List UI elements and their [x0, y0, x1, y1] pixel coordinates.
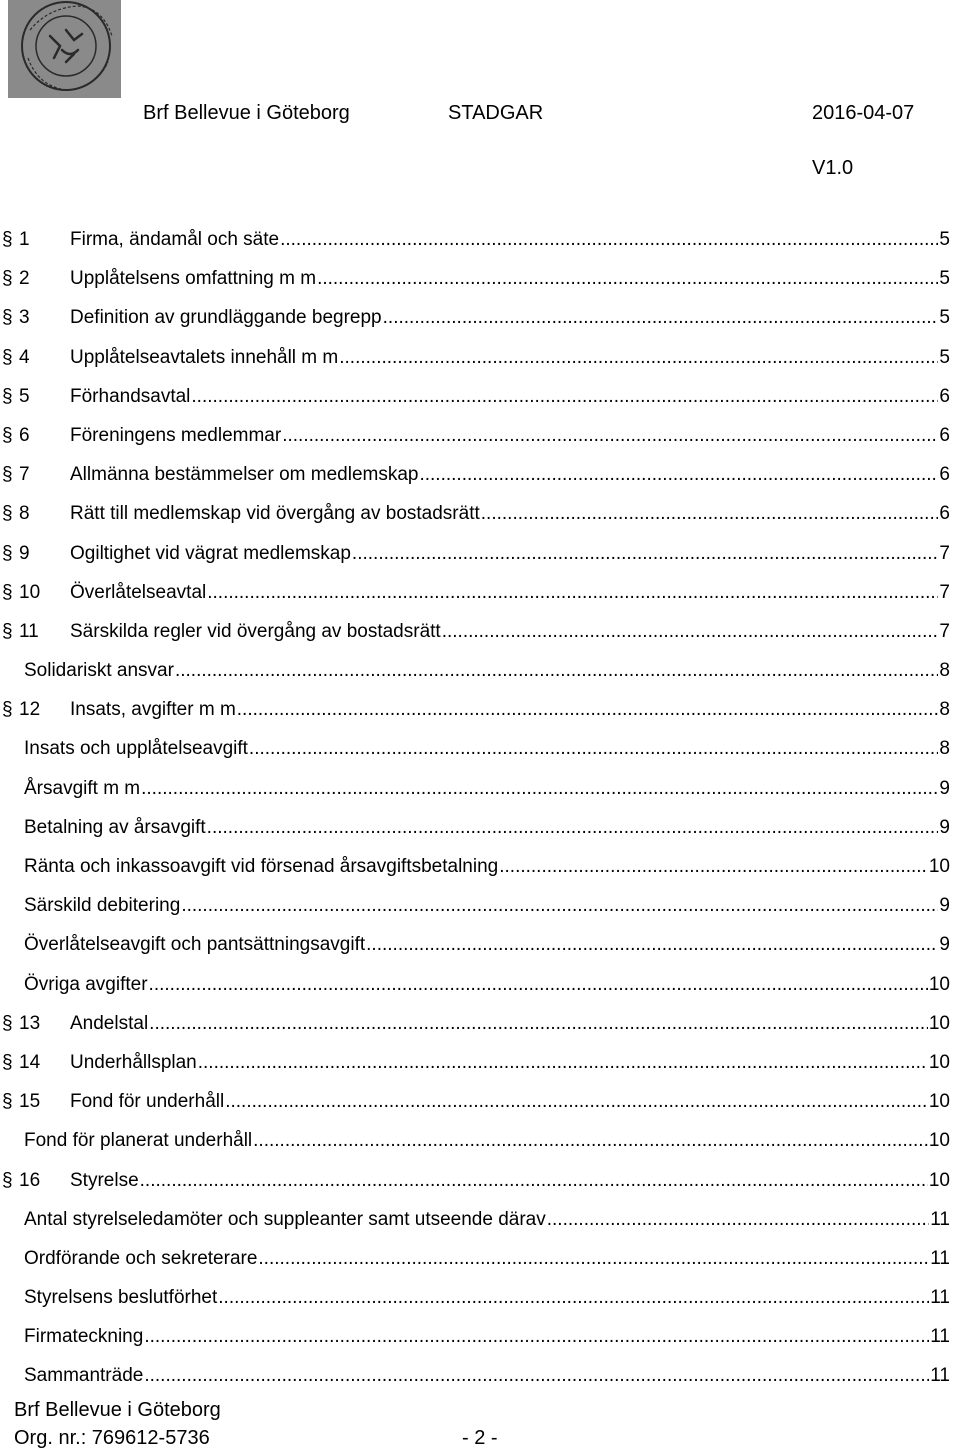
toc-entry[interactable] — [0, 1207, 960, 1246]
toc-section-symbol: § — [2, 424, 13, 446]
toc-entry-number: 15 — [19, 1091, 41, 1113]
toc-entry-line — [24, 1363, 950, 1389]
toc-dot-leader — [352, 541, 939, 567]
toc-entry-page: 6 — [939, 424, 950, 446]
toc-dot-leader — [280, 227, 938, 253]
toc-dot-leader — [547, 1207, 930, 1233]
toc-entry-number: 9 — [19, 542, 30, 564]
toc-dot-leader — [149, 972, 928, 998]
toc-entry-title: Föreningens medlemmar — [70, 424, 282, 446]
footer-org-name: Brf Bellevue i Göteborg — [14, 1399, 221, 1421]
toc-entry-page: 10 — [928, 1012, 950, 1034]
toc-dot-leader — [237, 697, 939, 723]
toc-entry-title: Överlåtelseavgift och pantsättningsavgift — [24, 934, 366, 956]
toc-dot-leader — [499, 854, 928, 880]
toc-entry-page: 9 — [939, 777, 950, 799]
toc-section-symbol: § — [2, 1012, 13, 1034]
toc-section-symbol: § — [2, 699, 13, 721]
toc-section-symbol: § — [2, 1051, 13, 1073]
toc-dot-leader — [198, 1050, 928, 1076]
toc-entry-page: 9 — [939, 816, 950, 838]
toc-entry-number: 3 — [19, 307, 30, 329]
toc-entry-page: 9 — [939, 895, 950, 917]
toc-entry-page: 8 — [939, 699, 950, 721]
toc-entry-page: 11 — [930, 1326, 950, 1348]
toc-section-symbol: § — [2, 620, 13, 642]
toc-entry-line — [24, 658, 950, 684]
toc-dot-leader — [140, 1168, 928, 1194]
toc-entry[interactable] — [0, 227, 960, 266]
toc-dot-leader — [207, 815, 939, 841]
footer-page-number: - 2 - — [462, 1427, 498, 1449]
toc-entry-line — [24, 1324, 950, 1350]
toc-entry-number: 8 — [19, 503, 30, 525]
toc-entry-line — [70, 580, 950, 606]
toc-dot-leader — [218, 1285, 929, 1311]
toc-entry-number: 7 — [19, 464, 30, 486]
toc-section-symbol: § — [2, 307, 13, 329]
toc-dot-leader — [149, 1011, 928, 1037]
toc-entry-line — [70, 462, 950, 488]
toc-entry-title: Styrelsens beslutförhet — [24, 1287, 218, 1309]
toc-dot-leader — [419, 462, 938, 488]
toc-entry-number: 13 — [19, 1012, 41, 1034]
toc-section-symbol: § — [2, 464, 13, 486]
toc-entry-line — [70, 619, 950, 645]
toc-entry-line — [24, 1285, 950, 1311]
toc-section-symbol: § — [2, 581, 13, 603]
toc-section-symbol: § — [2, 542, 13, 564]
toc-entry-page: 5 — [939, 268, 950, 290]
toc-entry-line — [70, 305, 950, 331]
toc-entry-line — [24, 854, 950, 880]
toc-dot-leader — [442, 619, 939, 645]
toc-dot-leader — [181, 893, 938, 919]
toc-entry-line — [70, 697, 950, 723]
toc-dot-leader — [258, 1246, 929, 1272]
toc-entry[interactable] — [0, 1128, 960, 1167]
toc-entry-page: 7 — [939, 581, 950, 603]
toc-dot-leader — [225, 1089, 928, 1115]
toc-entry[interactable] — [0, 893, 960, 932]
toc-section-symbol: § — [2, 268, 13, 290]
toc-entry-line — [70, 1168, 950, 1194]
toc-entry[interactable] — [0, 462, 960, 501]
toc-entry-number: 4 — [19, 346, 30, 368]
toc-section-symbol: § — [2, 1091, 13, 1113]
toc-entry-title: Underhållsplan — [70, 1051, 197, 1073]
toc-entry[interactable] — [0, 1324, 960, 1363]
toc-entry-page: 10 — [928, 1051, 950, 1073]
association-seal-logo — [8, 0, 121, 98]
toc-entry-line — [70, 384, 950, 410]
toc-dot-leader — [144, 1324, 929, 1350]
toc-entry-title: Betalning av årsavgift — [24, 816, 206, 838]
toc-entry[interactable] — [0, 305, 960, 344]
toc-entry-title: Fond för underhåll — [70, 1091, 225, 1113]
toc-entry-line — [24, 893, 950, 919]
toc-entry-line — [24, 1207, 950, 1233]
toc-entry-page: 7 — [939, 542, 950, 564]
toc-entry[interactable] — [0, 580, 960, 619]
toc-section-symbol: § — [2, 229, 13, 250]
toc-entry-line — [24, 776, 950, 802]
toc-entry[interactable] — [0, 1246, 960, 1285]
toc-entry-page: 8 — [939, 738, 950, 760]
toc-entry-title: Förhandsavtal — [70, 385, 191, 407]
toc-entry-title: Firmateckning — [24, 1326, 144, 1348]
toc-entry[interactable] — [0, 736, 960, 775]
toc-entry-line — [24, 972, 950, 998]
toc-entry-line — [70, 501, 950, 527]
seal-background — [8, 0, 121, 98]
toc-entry-title: Ordförande och sekreterare — [24, 1247, 258, 1269]
header-org-name: Brf Bellevue i Göteborg — [143, 102, 350, 124]
toc-entry-line — [24, 1128, 950, 1154]
toc-dot-leader — [282, 423, 938, 449]
table-of-contents — [0, 227, 960, 1403]
toc-entry-title: Årsavgift m m — [24, 777, 141, 799]
toc-entry[interactable] — [0, 1285, 960, 1324]
toc-entry-line — [24, 1246, 950, 1272]
toc-entry-number: 5 — [19, 385, 30, 407]
toc-entry[interactable] — [0, 1168, 960, 1207]
toc-entry-number: 16 — [19, 1169, 41, 1191]
toc-entry[interactable] — [0, 932, 960, 971]
toc-entry[interactable] — [0, 815, 960, 854]
toc-entry-title: Insats, avgifter m m — [70, 699, 236, 721]
header-document-title: STADGAR — [448, 102, 544, 124]
toc-dot-leader — [339, 345, 938, 371]
toc-entry[interactable] — [0, 1050, 960, 1089]
toc-entry-title: Överlåtelseavtal — [70, 581, 207, 603]
toc-entry-line — [70, 423, 950, 449]
toc-entry-title: Särskild debitering — [24, 895, 181, 917]
toc-entry-line — [70, 1089, 950, 1115]
toc-dot-leader — [317, 266, 938, 292]
toc-entry-line — [70, 1011, 950, 1037]
toc-entry-page: 11 — [930, 1287, 950, 1309]
toc-entry-page: 5 — [939, 307, 950, 329]
toc-entry-line — [70, 1050, 950, 1076]
toc-entry-title: Rätt till medlemskap vid övergång av bostadsrätt — [70, 503, 480, 525]
toc-entry-page: 10 — [928, 1169, 950, 1191]
toc-entry-number: 14 — [19, 1051, 41, 1073]
toc-section-symbol: § — [2, 503, 13, 525]
toc-entry-number: 10 — [19, 581, 41, 603]
toc-entry-page: 6 — [939, 503, 950, 525]
toc-section-symbol: § — [2, 346, 13, 368]
toc-dot-leader — [207, 580, 938, 606]
toc-entry[interactable] — [0, 345, 960, 384]
toc-section-symbol: § — [2, 1169, 13, 1191]
toc-entry-page: 9 — [939, 934, 950, 956]
toc-dot-leader — [175, 658, 938, 684]
toc-entry-page: 10 — [928, 973, 950, 995]
toc-entry-line — [70, 541, 950, 567]
toc-entry-title: Definition av grundläggande begrepp — [70, 307, 382, 329]
toc-entry-title: Solidariskt ansvar — [24, 660, 174, 682]
toc-entry-title: Andelstal — [70, 1012, 149, 1034]
toc-entry-page: 10 — [928, 1091, 950, 1113]
toc-entry-page: 11 — [930, 1365, 950, 1387]
toc-entry-page: 11 — [930, 1208, 950, 1230]
toc-entry-title: Antal styrelseledamöter och suppleanter samt utseende därav — [24, 1208, 546, 1230]
toc-entry-title: Särskilda regler vid övergång av bostadsrätt — [70, 620, 441, 642]
toc-entry[interactable] — [0, 619, 960, 658]
toc-entry-line — [70, 266, 950, 292]
toc-entry-page: 5 — [939, 346, 950, 368]
toc-entry[interactable] — [0, 1089, 960, 1128]
toc-entry-title: Firma, ändamål och säte — [70, 229, 280, 250]
toc-entry-title: Ogiltighet vid vägrat medlemskap — [70, 542, 351, 564]
toc-entry-title: Fond för planerat underhåll — [24, 1130, 253, 1152]
toc-entry-page: 8 — [939, 660, 950, 682]
toc-entry-title: Övriga avgifter — [24, 973, 148, 995]
toc-section-symbol: § — [2, 385, 13, 407]
toc-entry[interactable] — [0, 423, 960, 462]
toc-dot-leader — [383, 305, 939, 331]
toc-entry-number: 6 — [19, 424, 30, 446]
toc-dot-leader — [144, 1363, 929, 1389]
toc-entry-title: Sammanträde — [24, 1365, 144, 1387]
footer-org-number: Org. nr.: 769612-5736 — [14, 1427, 210, 1449]
header-date: 2016-04-07 — [812, 102, 915, 124]
toc-dot-leader — [249, 736, 939, 762]
toc-entry-title: Insats och upplåtelseavgift — [24, 738, 248, 760]
toc-entry-title: Upplåtelsens omfattning m m — [70, 268, 317, 290]
toc-entry[interactable] — [0, 854, 960, 893]
toc-dot-leader — [141, 776, 938, 802]
toc-entry-page: 6 — [939, 385, 950, 407]
toc-entry[interactable] — [0, 972, 960, 1011]
toc-dot-leader — [366, 932, 938, 958]
toc-entry[interactable] — [0, 501, 960, 540]
toc-entry-line — [24, 932, 950, 958]
toc-entry-number: 12 — [19, 699, 41, 721]
toc-entry-page: 11 — [930, 1247, 950, 1269]
toc-entry-line — [24, 736, 950, 762]
toc-entry-number: 2 — [19, 268, 30, 290]
toc-entry[interactable] — [0, 697, 960, 736]
toc-entry[interactable] — [0, 1011, 960, 1050]
toc-entry[interactable] — [0, 384, 960, 423]
toc-entry[interactable] — [0, 776, 960, 815]
toc-entry-title: Upplåtelseavtalets innehåll m m — [70, 346, 339, 368]
toc-entry-title: Styrelse — [70, 1169, 139, 1191]
toc-entry-page: 6 — [939, 464, 950, 486]
toc-entry[interactable] — [0, 266, 960, 305]
toc-entry-line — [24, 815, 950, 841]
toc-entry-page: 7 — [939, 620, 950, 642]
toc-entry[interactable] — [0, 541, 960, 580]
toc-dot-leader — [253, 1128, 928, 1154]
toc-dot-leader — [191, 384, 938, 410]
toc-entry-number: 1 — [19, 229, 30, 250]
toc-entry-page: 5 — [939, 229, 950, 250]
toc-entry-title: Allmänna bestämmelser om medlemskap — [70, 464, 419, 486]
toc-entry-line — [70, 227, 950, 253]
toc-dot-leader — [481, 501, 939, 527]
toc-entry-number: 11 — [19, 620, 39, 642]
toc-entry-page: 10 — [928, 1130, 950, 1152]
toc-entry-page: 10 — [928, 856, 950, 877]
toc-entry[interactable] — [0, 658, 960, 697]
toc-entry-line — [70, 345, 950, 371]
header-version: V1.0 — [812, 157, 854, 179]
toc-entry-title: Ränta och inkassoavgift vid försenad årsavgiftsbetalning — [24, 856, 499, 877]
